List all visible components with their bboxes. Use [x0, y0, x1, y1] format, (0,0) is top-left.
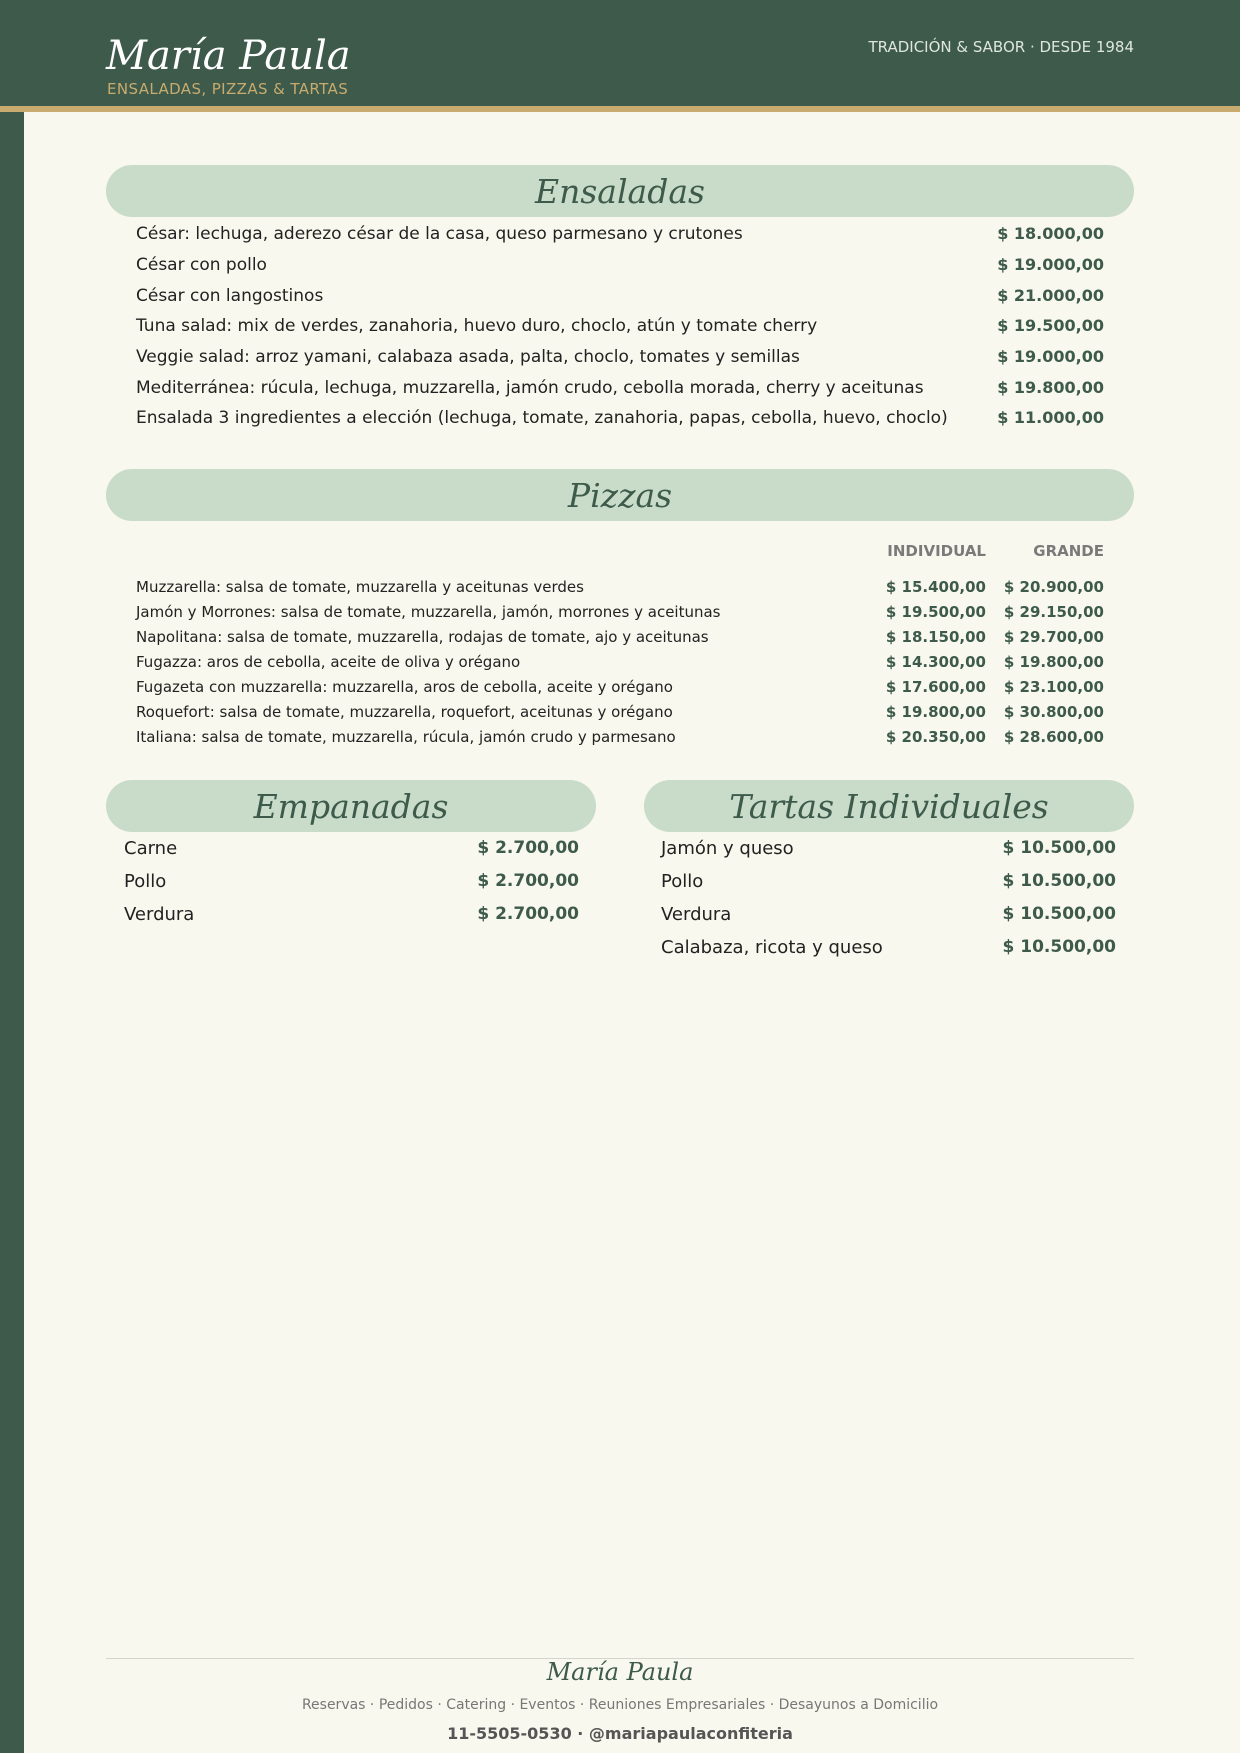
ensalada-item-name: César con pollo — [136, 255, 267, 275]
left-accent-strip — [0, 0, 24, 1753]
section-title-empanadas: Empanadas — [253, 786, 449, 826]
pizza-price-grande: $ 23.100,00 — [1003, 678, 1104, 696]
ensalada-item-name: César con langostinos — [136, 286, 324, 306]
pizza-price-grande: $ 30.800,00 — [1003, 703, 1104, 721]
ensalada-item-price: $ 19.800,00 — [997, 378, 1104, 397]
ensalada-item-price: $ 19.000,00 — [997, 347, 1104, 366]
tarta-item-name: Calabaza, ricota y queso — [661, 937, 883, 958]
pizza-item-name: Napolitana: salsa de tomate, muzzarella, rodajas de tomate, ajo y aceitunas — [136, 628, 709, 646]
empanada-item-name: Pollo — [124, 871, 167, 892]
ensalada-item-name: César: lechuga, aderezo césar de la casa, queso parmesano y crutones — [136, 224, 743, 244]
ensalada-item-price: $ 11.000,00 — [997, 408, 1104, 427]
brand-title: María Paula — [106, 33, 351, 79]
ensalada-item-name: Veggie salad: arroz yamani, calabaza asada, palta, choclo, tomates y semillas — [136, 347, 800, 367]
footer-brand: María Paula — [546, 1658, 694, 1686]
header-gold-divider — [0, 106, 1240, 112]
ensalada-item-name: Mediterránea: rúcula, lechuga, muzzarella, jamón crudo, cebolla morada, cherry y aceitunas — [136, 378, 924, 398]
pizza-price-individual: $ 19.800,00 — [885, 703, 986, 721]
pizza-price-grande: $ 29.150,00 — [1003, 603, 1104, 621]
pizza-item-name: Fugazeta con muzzarella: muzzarella, aros de cebolla, aceite y orégano — [136, 678, 673, 696]
section-banner-tartas — [644, 780, 1134, 832]
pizza-col-individual: INDIVIDUAL — [887, 542, 986, 560]
tarta-item-name: Jamón y queso — [661, 838, 794, 859]
empanada-item-price: $ 2.700,00 — [477, 871, 579, 891]
section-banner-pizzas — [106, 469, 1134, 521]
tarta-item-name: Pollo — [661, 871, 704, 892]
ensalada-item-price: $ 18.000,00 — [997, 224, 1104, 243]
tarta-item-price: $ 10.500,00 — [1002, 937, 1116, 957]
pizza-price-grande: $ 29.700,00 — [1003, 628, 1104, 646]
section-title-tartas: Tartas Individuales — [729, 786, 1049, 826]
empanada-item-name: Verdura — [124, 904, 195, 925]
pizza-price-individual: $ 15.400,00 — [885, 578, 986, 596]
pizza-price-individual: $ 20.350,00 — [885, 728, 986, 746]
pizza-price-individual: $ 18.150,00 — [885, 628, 986, 646]
pizza-price-grande: $ 28.600,00 — [1003, 728, 1104, 746]
ensalada-item-price: $ 21.000,00 — [997, 286, 1104, 305]
ensalada-item-price: $ 19.000,00 — [997, 255, 1104, 274]
pizza-item-name: Italiana: salsa de tomate, muzzarella, rúcula, jamón crudo y parmesano — [136, 728, 676, 746]
brand-subtitle: ENSALADAS, PIZZAS & TARTAS — [107, 80, 349, 98]
ensalada-item-price: $ 19.500,00 — [997, 316, 1104, 335]
pizza-item-name: Jamón y Morrones: salsa de tomate, muzzarella, jamón, morrones y aceitunas — [136, 603, 721, 621]
ensalada-item-name: Ensalada 3 ingredientes a elección (lechuga, tomate, zanahoria, papas, cebolla, huevo, choclo) — [136, 408, 948, 428]
header-tagline: TRADICIÓN & SABOR · DESDE 1984 — [868, 38, 1134, 56]
tarta-item-price: $ 10.500,00 — [1002, 838, 1116, 858]
footer-services: Reservas · Pedidos · Catering · Eventos · Reuniones Empresariales · Desayunos a Domicilio — [301, 1697, 939, 1713]
pizza-price-individual: $ 17.600,00 — [885, 678, 986, 696]
empanada-item-name: Carne — [124, 838, 178, 859]
section-title-pizzas: Pizzas — [567, 475, 673, 515]
pizza-price-grande: $ 20.900,00 — [1003, 578, 1104, 596]
pizza-price-individual: $ 19.500,00 — [885, 603, 986, 621]
empanada-item-price: $ 2.700,00 — [477, 904, 579, 924]
pizza-col-grande: GRANDE — [1033, 542, 1104, 560]
pizza-item-name: Roquefort: salsa de tomate, muzzarella, roquefort, aceitunas y orégano — [136, 703, 673, 721]
pizza-price-grande: $ 19.800,00 — [1003, 653, 1104, 671]
pizza-item-name: Fugazza: aros de cebolla, aceite de oliva y orégano — [136, 653, 521, 671]
section-title-ensaladas: Ensaladas — [535, 171, 705, 211]
tarta-item-price: $ 10.500,00 — [1002, 871, 1116, 891]
section-banner-ensaladas — [106, 165, 1134, 217]
footer-contact: 11-5505-0530 · @mariapaulaconfiteria — [447, 1724, 793, 1743]
pizza-item-name: Muzzarella: salsa de tomate, muzzarella y aceitunas verdes — [136, 578, 584, 596]
tarta-item-price: $ 10.500,00 — [1002, 904, 1116, 924]
section-banner-empanadas — [106, 780, 596, 832]
pizza-price-individual: $ 14.300,00 — [885, 653, 986, 671]
empanada-item-price: $ 2.700,00 — [477, 838, 579, 858]
tarta-item-name: Verdura — [661, 904, 732, 925]
ensalada-item-name: Tuna salad: mix de verdes, zanahoria, huevo duro, choclo, atún y tomate cherry — [136, 316, 818, 336]
